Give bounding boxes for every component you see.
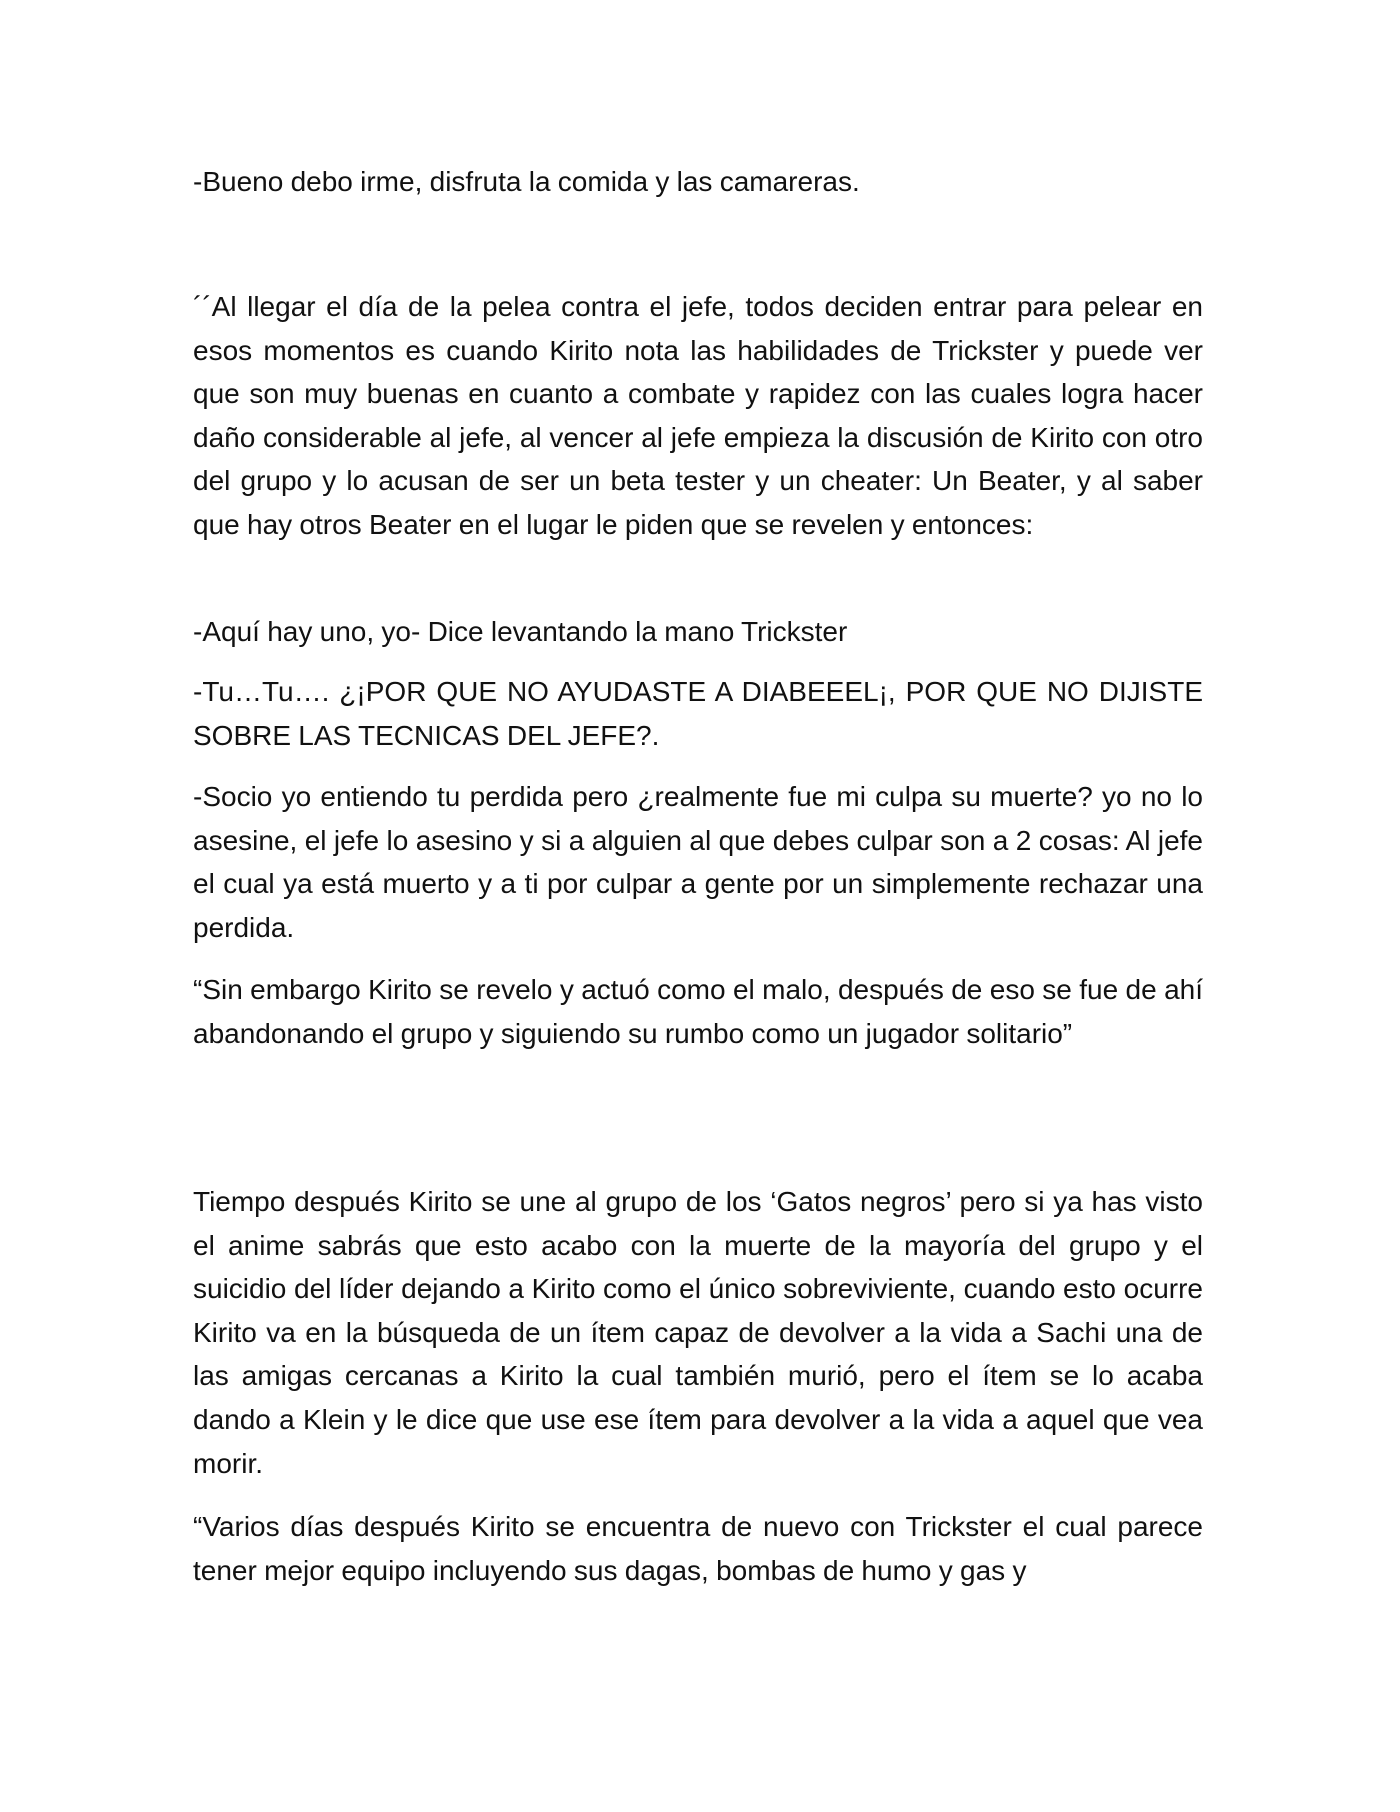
paragraph-boss-fight: ´´Al llegar el día de la pelea contra el jefe, todos deciden entrar para pelear en esos momentos es cuando Kirito nota las habilidades de Trickster y puede ver que son muy buenas en cuanto a combate y rapidez con las cuales logra hacer daño considerable al jefe, al vencer al jefe empieza la discusión de Kirito con otro del grupo y lo acusan de ser un beta tester y un cheater: Un Beater, y al saber que hay otros Beater en el lugar le piden que se revelen y entonces: bbox=[193, 291, 1203, 540]
paragraph-gatos-negros: Tiempo después Kirito se une al grupo de los ‘Gatos negros’ pero si ya has visto el anime sabrás que esto acabo con la muerte de la mayoría del grupo y el suicidio del líder dejando a Kirito como el único sobreviviente, cuando esto ocurre Kirito va en la búsqueda de un ítem capaz de devolver a la vida a Sachi una de las amigas cercanas a Kirito la cual también murió, pero el ítem se lo acaba dando a Klein y le dice que use ese ítem para devolver a la vida a aquel que vea morir. bbox=[193, 1186, 1203, 1479]
paragraph-trickster-reveal: -Aquí hay uno, yo- Dice levantando la mano Trickster bbox=[193, 616, 848, 647]
paragraph-reunion: “Varios días después Kirito se encuentra de nuevo con Trickster el cual parece tener mejor equipo incluyendo sus dagas, bombas de humo y gas y bbox=[193, 1511, 1203, 1586]
paragraph-accusation: -Tu…Tu…. ¿¡POR QUE NO AYUDASTE A DIABEEEL¡, POR QUE NO DIJISTE SOBRE LAS TECNICAS DEL JEFE?. bbox=[193, 676, 1203, 751]
paragraph-farewell: -Bueno debo irme, disfruta la comida y las camareras. bbox=[193, 166, 860, 197]
paragraph-kirito-solo: “Sin embargo Kirito se revelo y actuó como el malo, después de eso se fue de ahí abandonando el grupo y siguiendo su rumbo como un jugador solitario” bbox=[193, 974, 1203, 1049]
paragraph-socio-reply: -Socio yo entiendo tu perdida pero ¿realmente fue mi culpa su muerte? yo no lo asesine, el jefe lo asesino y si a alguien al que debes culpar son a 2 cosas: Al jefe el cual ya está muerto y a ti por culpar a gente por un simplemente rechazar una perdida. bbox=[193, 781, 1203, 943]
